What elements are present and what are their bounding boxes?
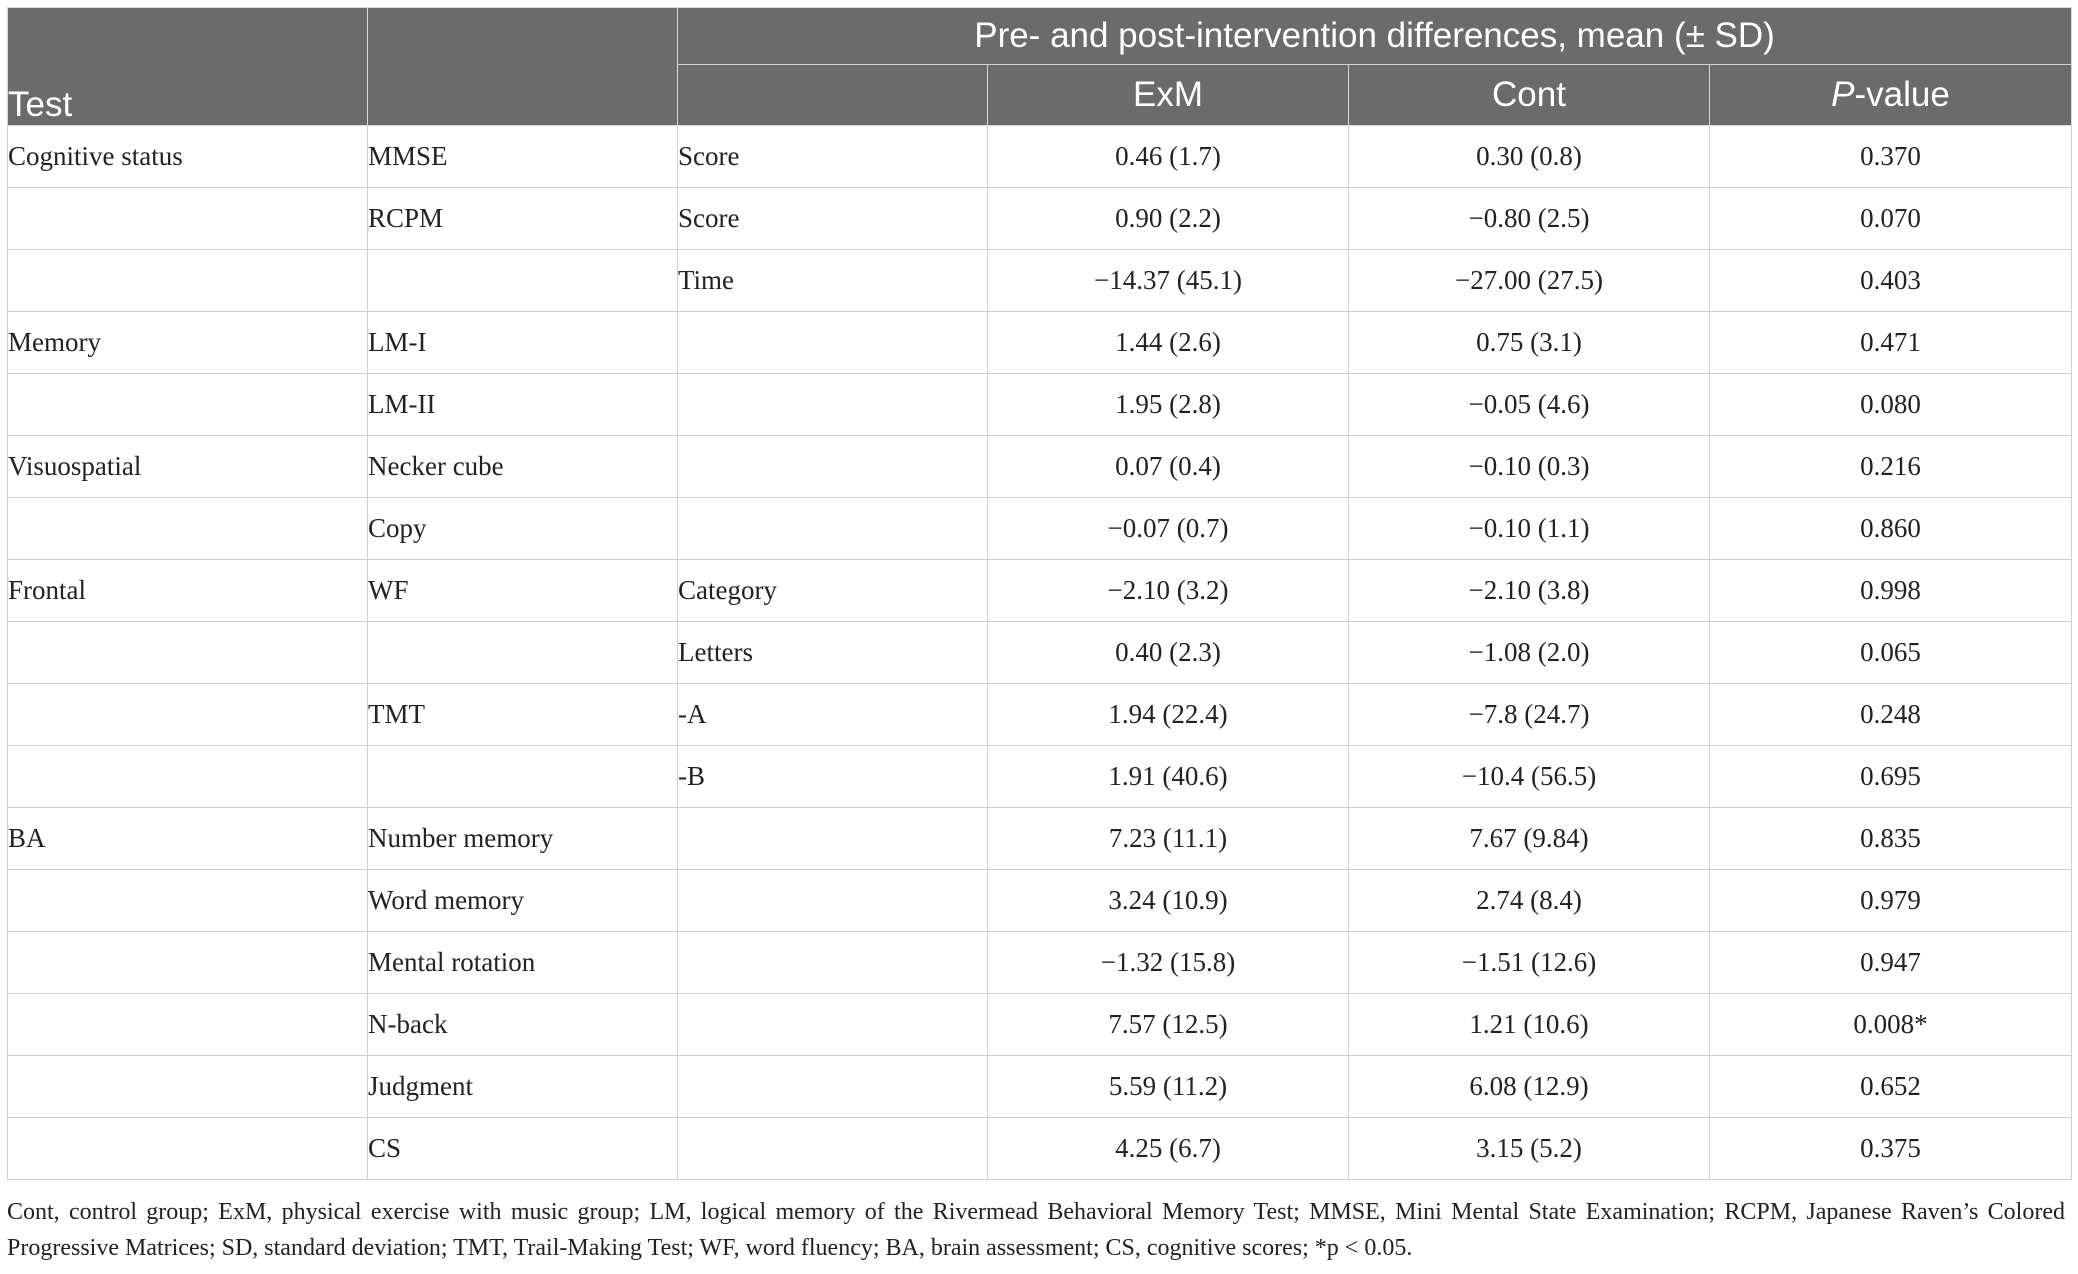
table-row xyxy=(8,560,2072,622)
cell-exm: −0.07 (0.7) xyxy=(988,498,1349,560)
cell-test xyxy=(368,250,678,312)
table-row xyxy=(8,312,2072,374)
cell-cont: 7.67 (9.84) xyxy=(1349,808,1710,870)
cell-domain xyxy=(8,1118,368,1180)
cell-pvalue: 0.070 xyxy=(1710,188,2072,250)
cell-measure xyxy=(678,312,988,374)
cell-measure: -B xyxy=(678,746,988,808)
cell-test: Judgment xyxy=(368,1056,678,1118)
table-row xyxy=(8,622,2072,684)
cell-exm: 1.91 (40.6) xyxy=(988,746,1349,808)
cell-test: CS xyxy=(368,1118,678,1180)
cell-cont: −0.10 (1.1) xyxy=(1349,498,1710,560)
cell-measure xyxy=(678,498,988,560)
cell-domain: Visuospatial xyxy=(8,436,368,498)
cell-test: TMT xyxy=(368,684,678,746)
cell-pvalue: 0.080 xyxy=(1710,374,2072,436)
cell-pvalue: 0.979 xyxy=(1710,870,2072,932)
cell-test: LM-I xyxy=(368,312,678,374)
cell-pvalue: 0.248 xyxy=(1710,684,2072,746)
cell-cont: 1.21 (10.6) xyxy=(1349,994,1710,1056)
cell-domain xyxy=(8,870,368,932)
cell-measure xyxy=(678,932,988,994)
cell-test: WF xyxy=(368,560,678,622)
cell-test: N-back xyxy=(368,994,678,1056)
cell-domain xyxy=(8,250,368,312)
cell-cont: 3.15 (5.2) xyxy=(1349,1118,1710,1180)
cell-exm: 0.07 (0.4) xyxy=(988,436,1349,498)
cell-pvalue: 0.065 xyxy=(1710,622,2072,684)
cell-exm: −1.32 (15.8) xyxy=(988,932,1349,994)
cell-domain xyxy=(8,994,368,1056)
cell-domain xyxy=(8,622,368,684)
cell-measure xyxy=(678,808,988,870)
cell-measure xyxy=(678,1118,988,1180)
table-row xyxy=(8,1118,2072,1180)
table-row xyxy=(8,126,2072,188)
cell-test: Necker cube xyxy=(368,436,678,498)
cell-domain xyxy=(8,1056,368,1118)
cell-test: LM-II xyxy=(368,374,678,436)
cell-exm: 1.95 (2.8) xyxy=(988,374,1349,436)
cell-cont: −27.00 (27.5) xyxy=(1349,250,1710,312)
cell-exm: 4.25 (6.7) xyxy=(988,1118,1349,1180)
header-pvalue-rest: -value xyxy=(1854,75,1950,114)
cell-test: RCPM xyxy=(368,188,678,250)
table-footnote: Cont, control group; ExM, physical exercise with music group; LM, logical memory of the Rivermead Behavioral Memory Test; MMSE, Mini Mental State Examination; RCPM, Japanese Raven’s Colored Progressive Matrices; SD, standard deviation; TMT, Trail-Making Test; WF, word fluency; BA, brain assessment; CS, cognitive scores; *p < 0.05. xyxy=(7,1199,2065,1261)
cell-exm: 0.90 (2.2) xyxy=(988,188,1349,250)
cell-cont: 2.74 (8.4) xyxy=(1349,870,1710,932)
cell-pvalue: 0.403 xyxy=(1710,250,2072,312)
cell-cont: −1.08 (2.0) xyxy=(1349,622,1710,684)
cell-cont: −0.80 (2.5) xyxy=(1349,188,1710,250)
cell-pvalue: 0.370 xyxy=(1710,126,2072,188)
cell-cont: −7.8 (24.7) xyxy=(1349,684,1710,746)
cell-test: Mental rotation xyxy=(368,932,678,994)
cell-exm: 7.57 (12.5) xyxy=(988,994,1349,1056)
cell-measure: Category xyxy=(678,560,988,622)
cell-exm: −2.10 (3.2) xyxy=(988,560,1349,622)
cell-domain: Memory xyxy=(8,312,368,374)
results-table xyxy=(7,7,2072,1180)
cell-domain xyxy=(8,684,368,746)
cell-pvalue: 0.998 xyxy=(1710,560,2072,622)
cell-cont: −1.51 (12.6) xyxy=(1349,932,1710,994)
table-row xyxy=(8,1056,2072,1118)
table-row xyxy=(8,684,2072,746)
table-row xyxy=(8,994,2072,1056)
cell-cont: −2.10 (3.8) xyxy=(1349,560,1710,622)
cell-domain xyxy=(8,374,368,436)
cell-pvalue: 0.652 xyxy=(1710,1056,2072,1118)
header-group-title: Pre- and post-intervention differences, mean (± SD) xyxy=(678,8,2072,65)
cell-cont: −0.05 (4.6) xyxy=(1349,374,1710,436)
cell-test: MMSE xyxy=(368,126,678,188)
cell-pvalue: 0.216 xyxy=(1710,436,2072,498)
header-pvalue-italic: P xyxy=(1831,75,1855,114)
table-row xyxy=(8,498,2072,560)
cell-test: Number memory xyxy=(368,808,678,870)
cell-cont: 0.75 (3.1) xyxy=(1349,312,1710,374)
header-blank xyxy=(368,8,678,126)
table-container xyxy=(7,7,2071,1266)
table-row xyxy=(8,436,2072,498)
cell-measure xyxy=(678,1056,988,1118)
cell-pvalue: 0.947 xyxy=(1710,932,2072,994)
cell-test: Word memory xyxy=(368,870,678,932)
cell-measure xyxy=(678,870,988,932)
cell-pvalue: 0.695 xyxy=(1710,746,2072,808)
cell-domain xyxy=(8,746,368,808)
cell-exm: 7.23 (11.1) xyxy=(988,808,1349,870)
cell-domain: BA xyxy=(8,808,368,870)
cell-exm: −14.37 (45.1) xyxy=(988,250,1349,312)
cell-pvalue: 0.860 xyxy=(1710,498,2072,560)
cell-cont: −0.10 (0.3) xyxy=(1349,436,1710,498)
cell-exm: 5.59 (11.2) xyxy=(988,1056,1349,1118)
header-exm: ExM xyxy=(988,65,1349,126)
cell-measure: Score xyxy=(678,126,988,188)
cell-cont: 6.08 (12.9) xyxy=(1349,1056,1710,1118)
table-header xyxy=(8,8,2072,126)
cell-cont: 0.30 (0.8) xyxy=(1349,126,1710,188)
table-row xyxy=(8,188,2072,250)
cell-test xyxy=(368,622,678,684)
header-test: Test xyxy=(8,8,368,126)
cell-measure xyxy=(678,994,988,1056)
cell-measure xyxy=(678,436,988,498)
cell-pvalue: 0.835 xyxy=(1710,808,2072,870)
cell-domain: Frontal xyxy=(8,560,368,622)
cell-pvalue: 0.471 xyxy=(1710,312,2072,374)
cell-measure xyxy=(678,374,988,436)
cell-exm: 1.44 (2.6) xyxy=(988,312,1349,374)
header-pvalue xyxy=(1710,65,2072,126)
table-row xyxy=(8,374,2072,436)
table-row xyxy=(8,808,2072,870)
table-row xyxy=(8,746,2072,808)
cell-measure: Time xyxy=(678,250,988,312)
cell-domain xyxy=(8,498,368,560)
cell-domain xyxy=(8,932,368,994)
cell-domain xyxy=(8,188,368,250)
cell-measure: Letters xyxy=(678,622,988,684)
table-body xyxy=(8,126,2072,1180)
table-row xyxy=(8,870,2072,932)
cell-test: Copy xyxy=(368,498,678,560)
cell-test xyxy=(368,746,678,808)
header-cont: Cont xyxy=(1349,65,1710,126)
cell-pvalue: 0.375 xyxy=(1710,1118,2072,1180)
table-row xyxy=(8,250,2072,312)
header-blank-measure xyxy=(678,65,988,126)
cell-exm: 3.24 (10.9) xyxy=(988,870,1349,932)
cell-cont: −10.4 (56.5) xyxy=(1349,746,1710,808)
cell-exm: 0.40 (2.3) xyxy=(988,622,1349,684)
cell-domain: Cognitive status xyxy=(8,126,368,188)
cell-exm: 0.46 (1.7) xyxy=(988,126,1349,188)
cell-measure: -A xyxy=(678,684,988,746)
cell-exm: 1.94 (22.4) xyxy=(988,684,1349,746)
cell-measure: Score xyxy=(678,188,988,250)
cell-pvalue: 0.008* xyxy=(1710,994,2072,1056)
table-row xyxy=(8,932,2072,994)
